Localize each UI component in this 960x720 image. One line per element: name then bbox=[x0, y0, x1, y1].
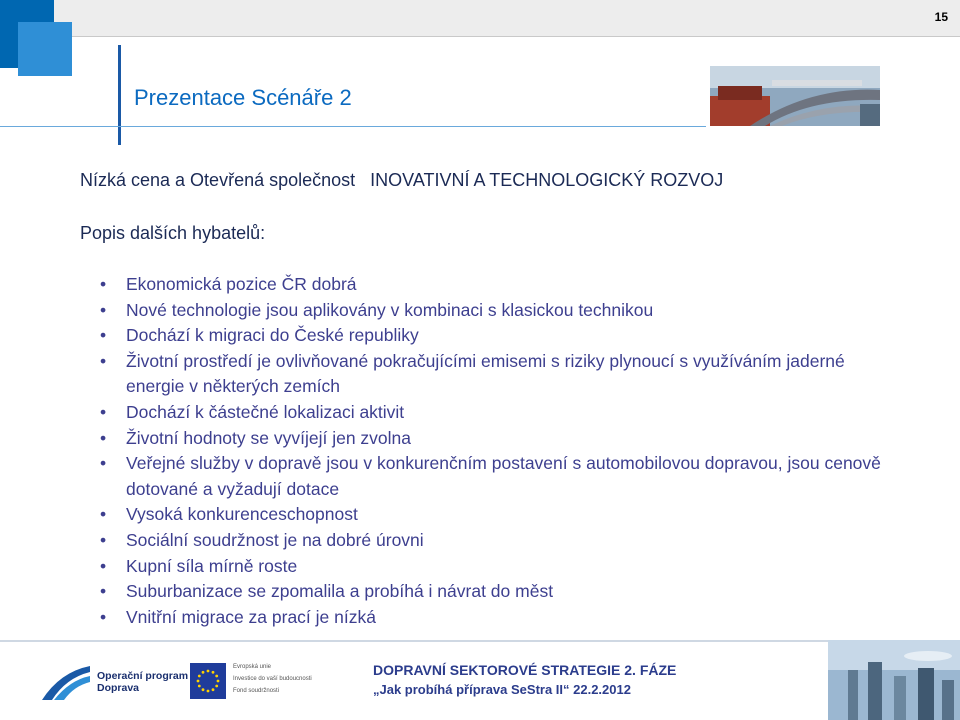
futuristic-city-image bbox=[828, 640, 960, 720]
drivers-heading: Popis dalších hybatelů: bbox=[80, 223, 266, 243]
op-logo-line1: Operační program bbox=[97, 670, 189, 682]
op-logo-line2: Doprava bbox=[97, 682, 140, 694]
eu-line3: Fond soudržnosti bbox=[233, 688, 280, 694]
list-item: • Dochází k migraci do České republiky bbox=[98, 323, 888, 349]
slide-title: Prezentace Scénáře 2 bbox=[134, 85, 352, 110]
drivers-list bbox=[98, 272, 888, 630]
list-item: • Životní prostředí je ovlivňované pokračujícími emisemi s riziky plynoucí s využíváním jaderné energie v některých zemích bbox=[98, 349, 888, 400]
eu-line2: Investice do vaší budoucnosti bbox=[233, 676, 312, 682]
list-item: • Vnitřní migrace za prací je nízká bbox=[98, 605, 888, 631]
footer-subtitle: „Jak probíhá příprava SeStra II“ 22.2.2012 bbox=[373, 682, 631, 697]
eu-flag-icon bbox=[190, 663, 226, 699]
footer-rule bbox=[0, 640, 960, 642]
list-item: • Životní hodnoty se vyvíjejí jen zvolna bbox=[98, 426, 888, 452]
list-item: • Veřejné služby v dopravě jsou v konkurenčním postavení s automobilovou dopravou, jsou cenově dotované a vyžadují dotace bbox=[98, 451, 888, 502]
operacni-program-text bbox=[97, 670, 188, 694]
list-item: • Dochází k částečné lokalizaci aktivit bbox=[98, 400, 888, 426]
list-item: • Nové technologie jsou aplikovány v kombinaci s klasickou technikou bbox=[98, 298, 888, 324]
title-rule bbox=[0, 126, 706, 127]
page-number: 15 bbox=[934, 10, 948, 24]
footer-title: DOPRAVNÍ SEKTOROVÉ STRATEGIE 2. FÁZE bbox=[373, 662, 677, 678]
subheading-row bbox=[80, 170, 723, 191]
list-item: • Ekonomická pozice ČR dobrá bbox=[98, 272, 888, 298]
list-item: • Sociální soudržnost je na dobré úrovni bbox=[98, 528, 888, 554]
decor-vertical-line bbox=[118, 45, 121, 145]
list-item: • Vysoká konkurenceschopnost bbox=[98, 502, 888, 528]
subheading-right: INOVATIVNÍ A TECHNOLOGICKÝ ROZVOJ bbox=[370, 170, 724, 190]
railway-photo bbox=[710, 66, 880, 126]
decor-square-light bbox=[18, 22, 72, 76]
subheading-left: Nízká cena a Otevřená společnost bbox=[80, 170, 356, 190]
list-item: • Suburbanizace se zpomalila a probíhá i návrat do měst bbox=[98, 579, 888, 605]
top-bar bbox=[0, 0, 960, 37]
eu-text bbox=[233, 663, 312, 695]
list-item: • Kupní síla mírně roste bbox=[98, 554, 888, 580]
eu-line1: Evropská unie bbox=[233, 664, 272, 670]
